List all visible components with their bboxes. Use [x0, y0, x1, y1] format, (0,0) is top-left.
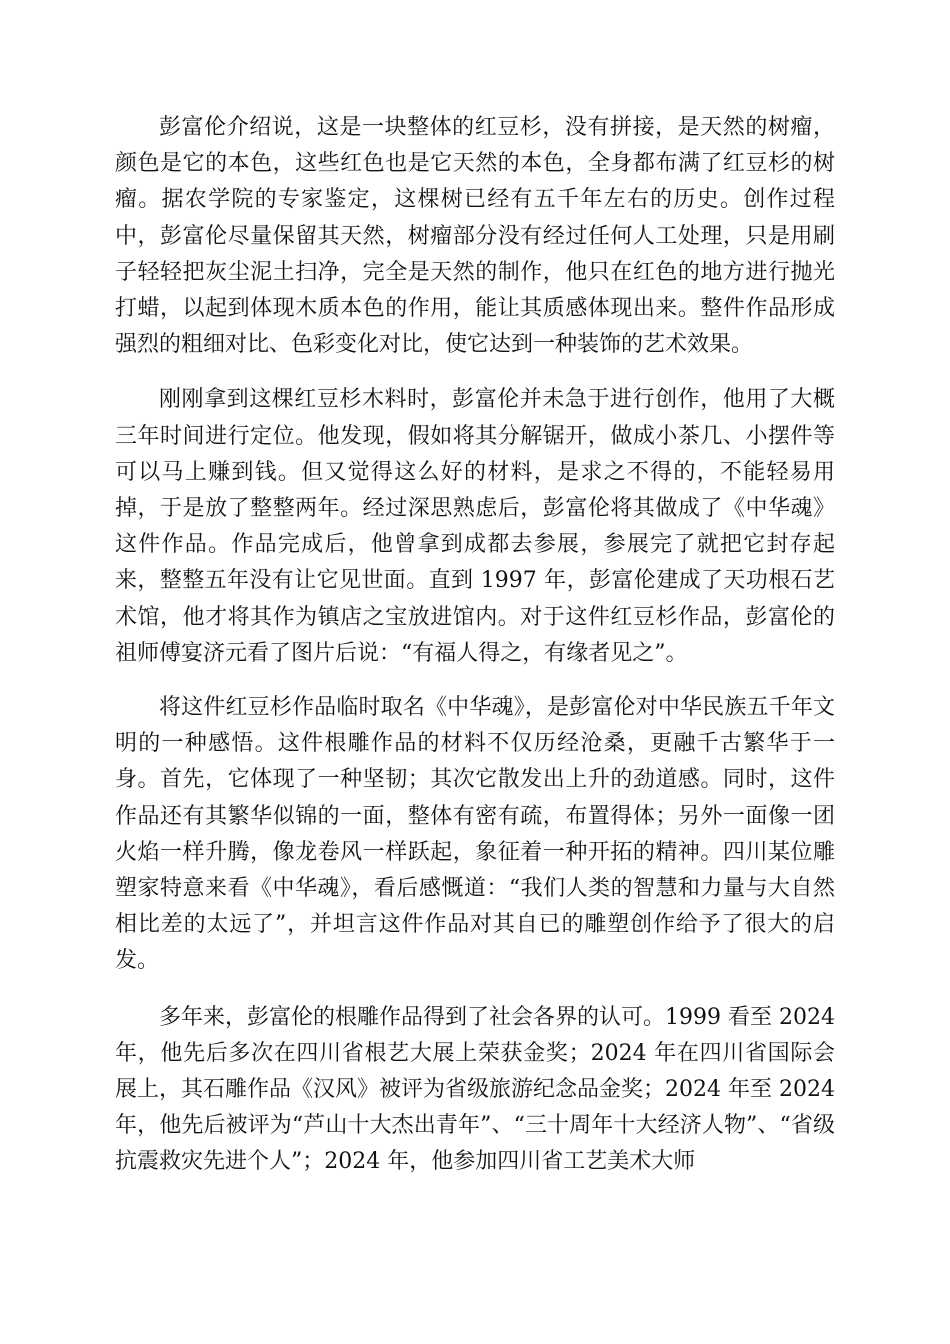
- paragraph-4: 多年来，彭富伦的根雕作品得到了社会各界的认可。1999 看至 2024 年，他先后多次在四川省根艺大展上荣获金奖；2024 年在四川省国际会展上，其石雕作品《汉风》被评为省级旅游纪念品金奖；2024 年至 2024 年，他先后被评为“芦山十大杰出青年”、“三十周年十大经济人物”、“省级抗震救灾先进个人”；2024 年，他参加四川省工艺美术大师: [115, 1004, 835, 1175]
- document-body: [115, 110, 835, 1200]
- paragraph-2: 刚刚拿到这棵红豆杉木料时，彭富伦并未急于进行创作，他用了大概三年时间进行定位。他发现，假如将其分解锯开，做成小茶几、小摆件等可以马上赚到钱。但又觉得这么好的材料，是求之不得的，不能轻易用掉，于是放了整整两年。经过深思熟虑后，彭富伦将其做成了《中华魂》这件作品。作品完成后，他曾拿到成都去参展，参展完了就把它封存起来，整整五年没有让它见世面。直到 1997 年，彭富伦建成了天功根石艺术馆，他才将其作为镇店之宝放进馆内。对于这件红豆杉作品，彭富伦的祖师傅宴济元看了图片后说：“有福人得之，有缘者见之”。: [115, 387, 835, 666]
- paragraph-3: 将这件红豆杉作品临时取名《中华魂》，是彭富伦对中华民族五千年文明的一种感悟。这件根雕作品的材料不仅历经沧桑，更融千古繁华于一身。首先，它体现了一种坚韧；其次它散发出上升的劲道感。同时，这件作品还有其繁华似锦的一面，整体有密有疏，布置得体；另外一面像一团火焰一样升腾，像龙卷风一样跃起，象征着一种开拓的精神。四川某位雕塑家特意来看《中华魂》，看后感慨道：“我们人类的智慧和力量与大自然相比差的太远了”，并坦言这件作品对其自已的雕塑创作给予了很大的启发。: [115, 695, 835, 974]
- paragraph-1: 彭富伦介绍说，这是一块整体的红豆杉，没有拼接，是天然的树瘤，颜色是它的本色，这些红色也是它天然的本色，全身都布满了红豆杉的树瘤。据农学院的专家鉴定，这棵树已经有五千年左右的历史。创作过程中，彭富伦尽量保留其天然，树瘤部分没有经过任何人工处理，只是用刷子轻轻把灰尘泥土扫净，完全是天然的制作，他只在红色的地方进行抛光打蜡，以起到体现木质本色的作用，能让其质感体现出来。整件作品形成强烈的粗细对比、色彩变化对比，使它达到一种装饰的艺术效果。: [115, 115, 835, 358]
